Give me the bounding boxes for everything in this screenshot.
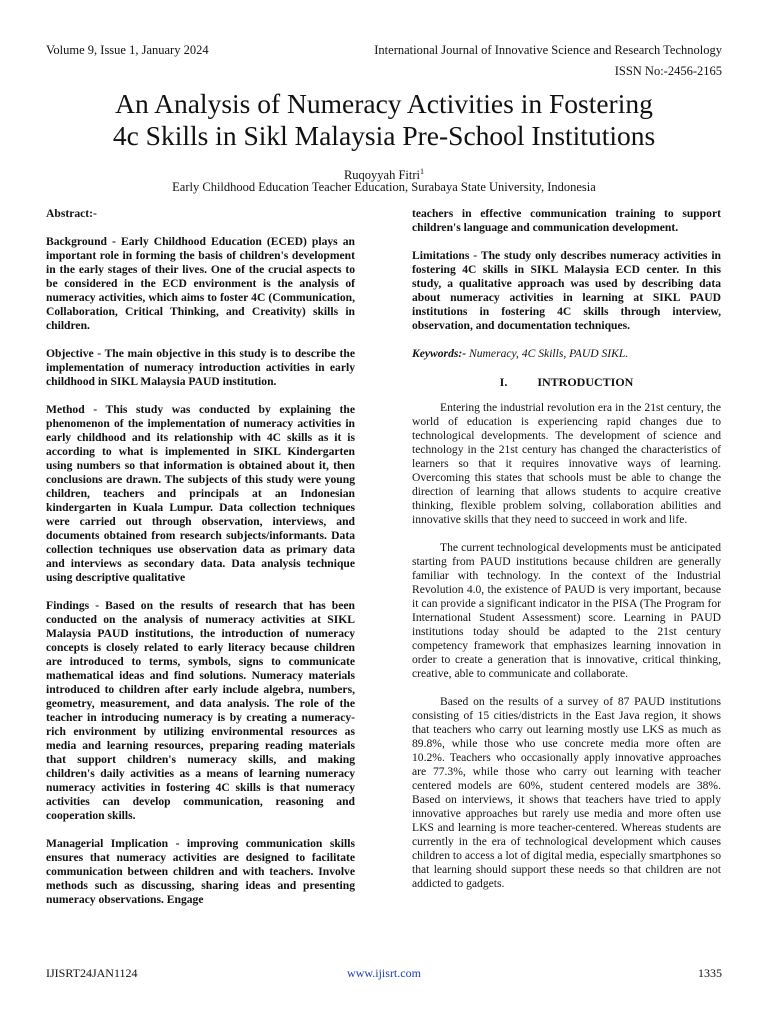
abstract-managerial: Managerial Implication - improving communication skills ensures that numeracy activities are designed to facilitate communication between children and with teachers. Involve methods such as discussing, sharing ideas and presenting numeracy observations. Engage <box>46 837 355 906</box>
abstract-findings: Findings - Based on the results of research that has been conducted on the analysis of numeracy activities at SIKL Malaysia PAUD institutions, the introduction of numeracy concepts is closely related to early literacy because children are introduced to terms, symbols, signs to communicate mathematical ideas and find solutions. Numeracy materials introduced to children after early include algebra, numbers, geometry, measurement, and data analysis. The role of the teacher in introducing numeracy is by creating a numeracy-rich environment by utilizing environmental resources as media and learning resources, preparing reading materials that support children's numeracy skills, and making children's daily activities as a means of learning numeracy numeracy activities in fostering 4C skills is that numeracy activities can develop communication, reasoning and cooperation skills. <box>46 599 355 822</box>
title-line-1: An Analysis of Numeracy Activities in Fostering <box>115 88 653 119</box>
abstract-background: Background - Early Childhood Education (ECED) plays an important role in forming the basis of children's development in the early stages of their lives. One of the crucial aspects to be considered in the ECD environment is the analysis of numeracy activities, which aims to foster 4C (Communication, Collaboration, Critical Thinking, and Creativity) skills in children. <box>46 235 355 332</box>
abstract-label: Abstract:- <box>46 207 97 220</box>
section-title: INTRODUCTION <box>537 375 634 389</box>
abstract-objective: Objective - The main objective in this study is to describe the implementation of numeracy introduction activities in early childhood in SIKL Malaysia PAUD institution. <box>46 347 355 388</box>
section-heading <box>412 375 721 389</box>
intro-paragraph-3: Based on the results of a survey of 87 PAUD institutions consisting of 15 cities/districts in the East Java region, it shows that teachers who carry out learning mostly use LKS as much as 89.8%, while those who use concrete media more often are 10.2%. Teachers who occasionally apply innovative approaches are 77.3%, while those who carry out learning with teacher centered models are 60%, student centered models are 38%. Based on interviews, it shows that teachers have tried to apply innovative approaches but rarely use media and more often use LKS and learning is more teacher-centered. Whereas students are currently in the era of technological development which causes children to access a lot of digital media, especially smartphones so that learning should support these needs so that children are not addicted to gadgets. <box>412 695 721 890</box>
abstract-managerial-continued: teachers in effective communication training to support children's language and communication development. <box>412 207 721 234</box>
title-line-2: 4c Skills in Sikl Malaysia Pre-School Institutions <box>112 120 656 151</box>
footer-url-link[interactable]: www.ijisrt.com <box>347 966 421 980</box>
abstract-method: Method - This study was conducted by explaining the phenomenon of the implementation of numeracy activities in early childhood and its relationship with 4C skills as it is according to what is implemented in SIKL Kindergarten using numbers so that information is obtained about it, then conclusions are drawn. The subjects of this study were young children, teachers and principals at an Indonesian kindergarten in Kuala Lumpur. Data collection techniques were carried out through observation, interviews, and documents obtained from research subjects/informants. Data collection techniques use observation data as primary data and interviews as secondary data. Data analysis technique using descriptive qualitative <box>46 403 355 584</box>
paper-title <box>40 88 728 152</box>
abstract-limitations: Limitations - The study only describes numeracy activities in fostering 4C skills in SIKL Malaysia ECD center. In this study, a qualitative approach was used by describing data about numeracy activities in learning at SIKL PAUD institutions in fostering 4C skills through interview, observation, and documentation techniques. <box>412 249 721 332</box>
footer-article-code: IJISRT24JAN1124 <box>46 966 138 980</box>
keywords-label: Keywords:- <box>412 347 467 360</box>
journal-issn: ISSN No:-2456-2165 <box>614 64 722 78</box>
intro-paragraph-2: The current technological developments must be anticipated starting from PAUD institutions because children are generally familiar with technology. In the context of the Industrial Revolution 4.0, the existence of PAUD is very important, because it can provide a significant indicator in the PISA (The Program for International Student Assessment) score. Learning in PAUD institutions today should be adapted to the 21st century competency framework that emphasizes learning innovation in order to create a generation that is innovative, critical thinking, creative, able to communicate and collaborate. <box>412 541 721 680</box>
keywords <box>412 347 721 361</box>
section-number: I. <box>499 375 508 389</box>
journal-name: International Journal of Innovative Science and Research Technology <box>374 43 722 57</box>
intro-paragraph-1: Entering the industrial revolution era in the 21st century, the world of education is experiencing rapid changes due to technological developments. The development of science and technology in the 21st century has changed the characteristics of learners so that it requires innovative ways of learning. Overcoming this states that schools must be able to change the direction of learning that allows students to acquire creative thinking, flexible problem solving, collaboration abilities and innovative skills that they need to succeed in work and life. <box>412 401 721 526</box>
right-column <box>412 207 721 905</box>
author-superscript: 1 <box>420 167 425 176</box>
left-column <box>46 207 355 921</box>
author-affiliation: Early Childhood Education Teacher Education, Surabaya State University, Indonesia <box>172 180 596 194</box>
keywords-text: Numeracy, 4C Skills, PAUD SIKL. <box>469 347 629 360</box>
footer-page-number: 1335 <box>698 966 722 980</box>
journal-volume: Volume 9, Issue 1, January 2024 <box>46 43 209 57</box>
author-text: Ruqoyyah Fitri <box>343 168 421 183</box>
